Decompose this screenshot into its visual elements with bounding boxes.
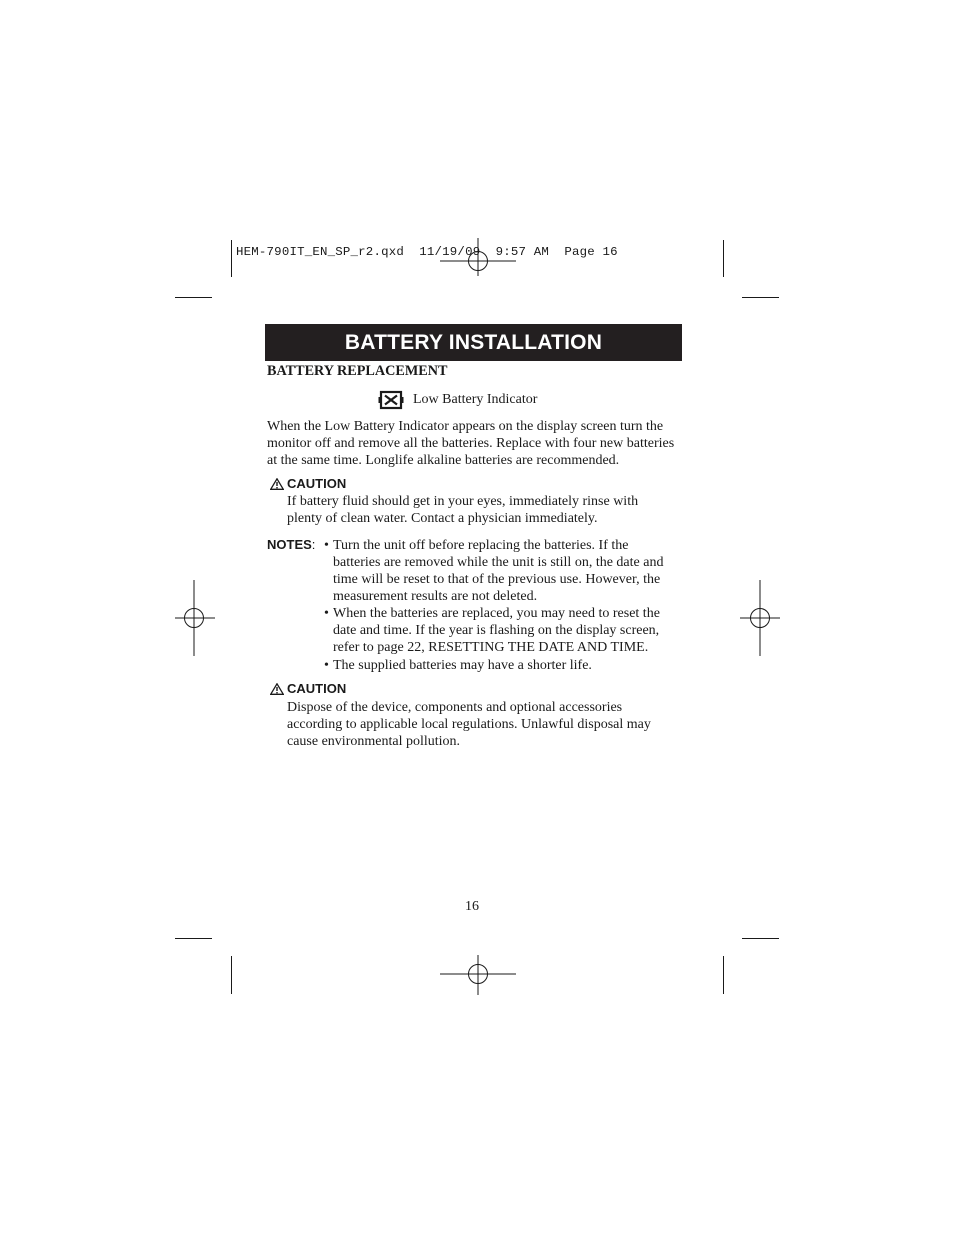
bullet-marker: •	[324, 606, 329, 621]
bullet-marker: •	[324, 538, 329, 553]
note-line: time will be reset to that of the previous use. However, the	[333, 572, 661, 587]
low-battery-indicator-label: Low Battery Indicator	[413, 392, 538, 407]
note-line: The supplied batteries may have a shorter life.	[333, 658, 592, 673]
caution-heading	[270, 476, 346, 491]
section-title: BATTERY INSTALLATION	[344, 330, 603, 354]
caution-line: If battery fluid should get in your eyes, immediately rinse with	[287, 494, 639, 509]
caution-line: Dispose of the device, components and optional accessories	[287, 700, 623, 715]
note-item	[333, 605, 683, 656]
caution-heading	[270, 681, 346, 696]
caution-heading-text: CAUTION	[287, 476, 347, 491]
caution-text	[287, 699, 687, 750]
note-line: Turn the unit off before replacing the batteries. If the	[333, 538, 629, 553]
note-line: refer to page 22, RESETTING THE DATE AND TIME.	[333, 640, 649, 655]
intro-paragraph	[267, 418, 687, 469]
bullet-marker: •	[324, 658, 329, 673]
caution-heading-text: CAUTION	[287, 681, 347, 696]
caution-line: according to applicable local regulations. Unlawful disposal may	[287, 717, 651, 732]
registration-mark-left-icon	[175, 580, 215, 656]
note-line: date and time. If the year is flashing on the display screen,	[333, 623, 660, 638]
registration-mark-top-icon	[440, 224, 516, 276]
intro-line: When the Low Battery Indicator appears on the display screen turn the	[267, 419, 664, 434]
notes-colon: :	[311, 537, 316, 552]
note-line: measurement results are not deleted.	[333, 589, 538, 604]
notes-heading	[267, 537, 315, 552]
subheading: BATTERY REPLACEMENT	[267, 363, 448, 379]
notes-label: NOTES	[267, 537, 312, 552]
print-slug: HEM-790IT_EN_SP_r2.qxd 11/19/09 9:57 AM Page 16	[236, 245, 618, 259]
section-title-bar	[265, 324, 682, 361]
note-item	[333, 537, 683, 605]
warning-icon	[270, 478, 284, 490]
note-line: When the batteries are replaced, you may need to reset the	[333, 606, 660, 621]
caution-text	[287, 493, 687, 527]
note-item	[333, 657, 683, 674]
low-battery-icon	[378, 389, 404, 411]
page-number: 16	[465, 899, 479, 914]
caution-line: plenty of clean water. Contact a physician immediately.	[287, 511, 598, 526]
registration-mark-bottom-icon	[440, 955, 516, 995]
low-battery-indicator-row	[378, 389, 537, 411]
intro-line: monitor off and remove all the batteries. Replace with four new batteries	[267, 436, 675, 451]
warning-icon	[270, 683, 284, 695]
intro-line: at the same time. Longlife alkaline batteries are recommended.	[267, 453, 620, 468]
caution-line: cause environmental pollution.	[287, 734, 461, 749]
note-line: batteries are removed while the unit is still on, the date and	[333, 555, 664, 570]
registration-mark-right-icon	[740, 580, 780, 656]
